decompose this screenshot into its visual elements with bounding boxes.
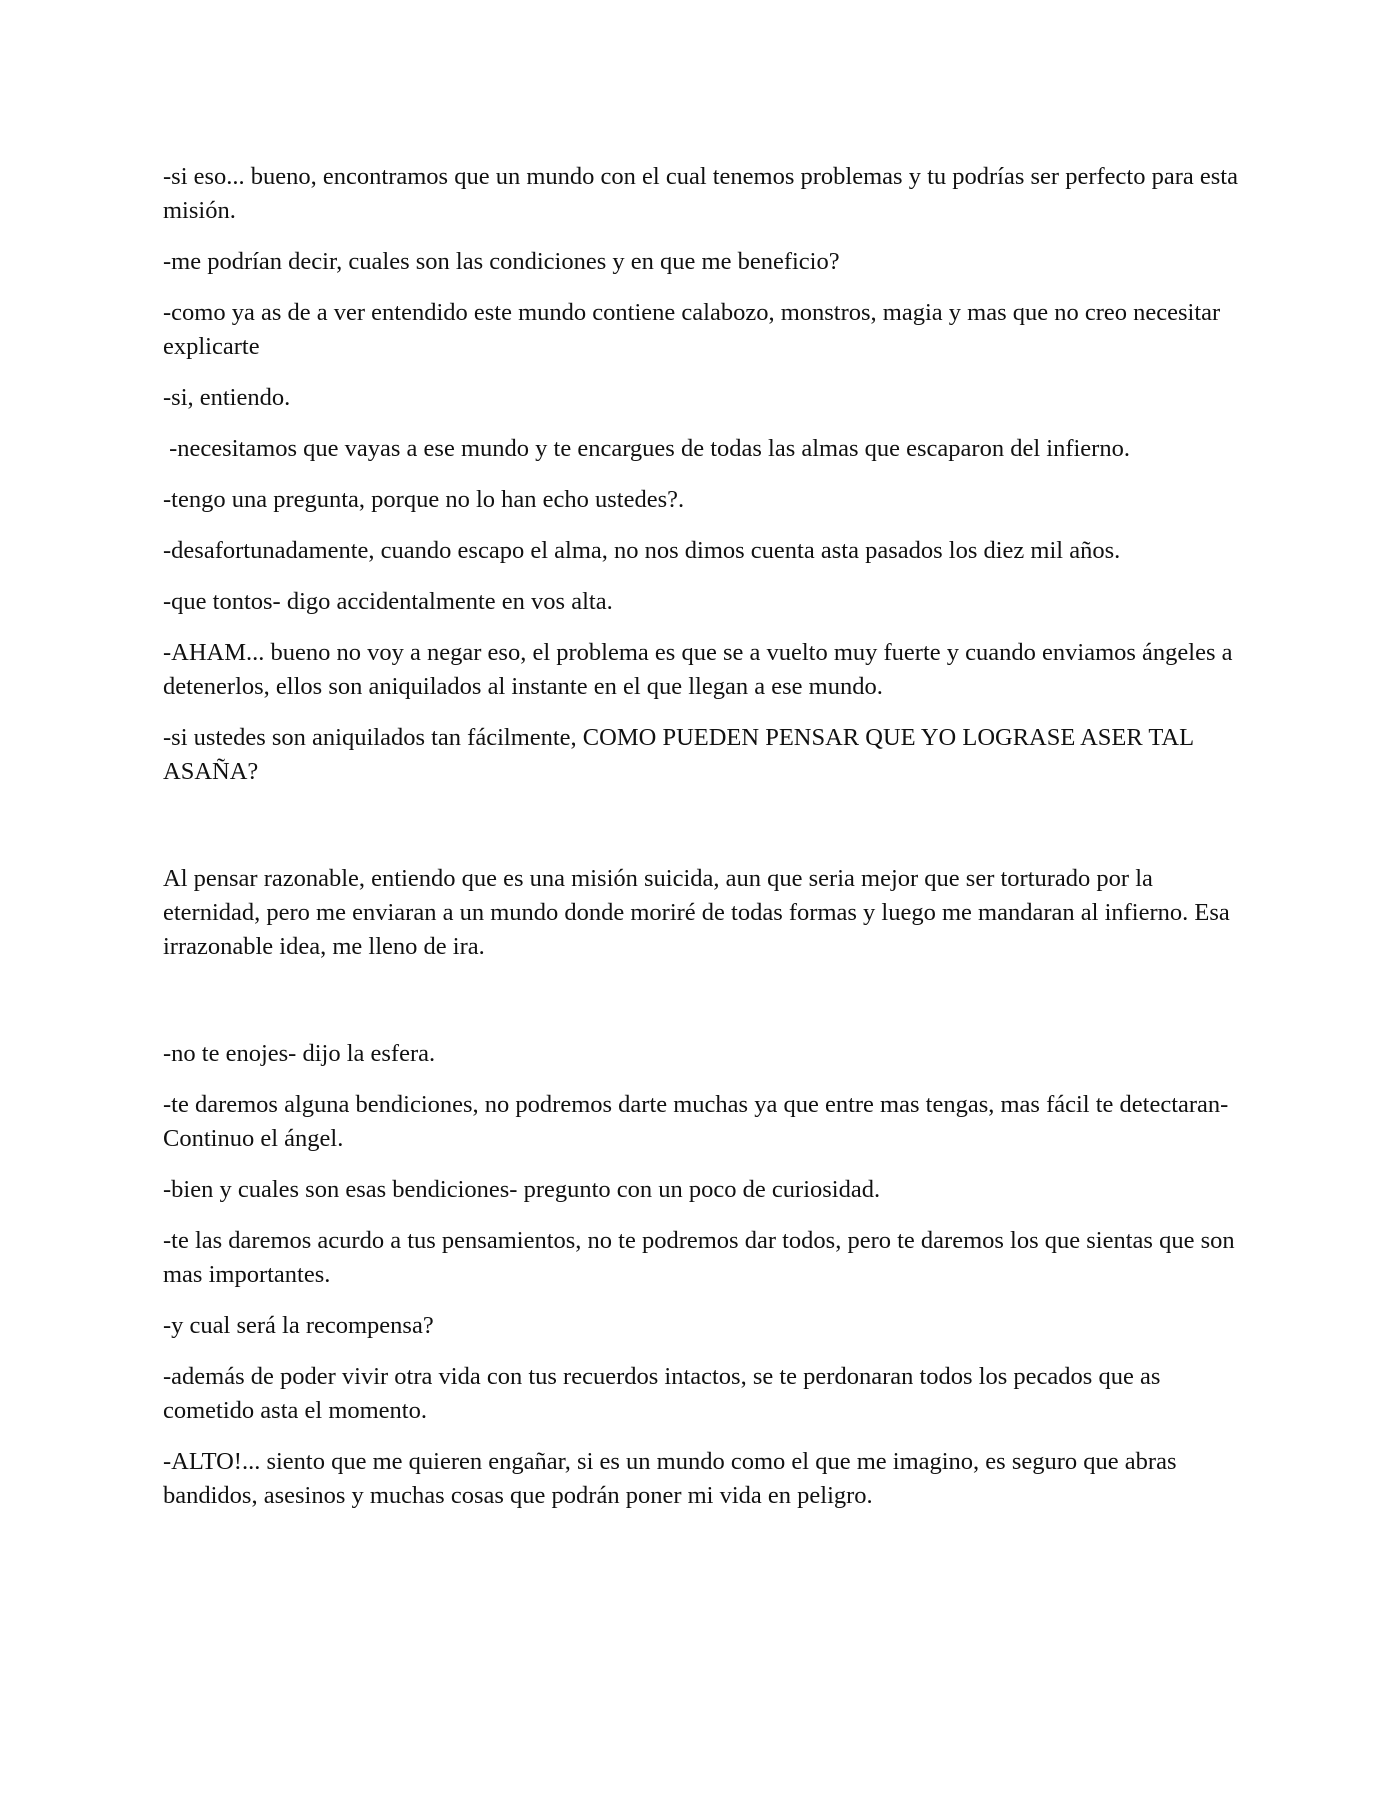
paragraph: -bien y cuales son esas bendiciones- pregunto con un poco de curiosidad. [163,1176,881,1203]
paragraph: -si eso... bueno, encontramos que un mundo con el cual tenemos problemas y tu podrías ser perfecto para esta misión. [163,163,1245,224]
paragraph: -AHAM... bueno no voy a negar eso, el problema es que se a vuelto muy fuerte y cuando enviamos ángeles a detenerlos, ellos son aniquilados al instante en el que llegan a ese mundo. [163,639,1239,700]
paragraph: -además de poder vivir otra vida con tus recuerdos intactos, se te perdonaran todos los pecados que as cometido asta el momento. [163,1363,1167,1424]
paragraph: -si ustedes son aniquilados tan fácilmente, COMO PUEDEN PENSAR QUE YO LOGRASE ASER TAL ASAÑA? [163,724,1198,785]
paragraph: -no te enojes- dijo la esfera. [163,1040,436,1067]
paragraph: -te las daremos acurdo a tus pensamientos, no te podremos dar todos, pero te daremos los que sientas que son mas importantes. [163,1227,1241,1288]
paragraph: -como ya as de a ver entendido este mundo contiene calabozo, monstros, magia y mas que no creo necesitar explicarte [163,299,1227,360]
narration-paragraph: Al pensar razonable, entiendo que es una misión suicida, aun que seria mejor que ser torturado por la eternidad, pero me enviaran a un mundo donde moriré de todas formas y luego me mandaran al infierno. Esa irrazonable idea, me lleno de ira. [163,865,1236,960]
section-gap [163,981,1243,1037]
paragraph: -si, entiendo. [163,384,291,411]
paragraph: -que tontos- digo accidentalmente en vos alta. [163,588,613,615]
section-gap [163,806,1243,862]
document-body [163,160,1243,1530]
paragraph: -desafortunadamente, cuando escapo el alma, no nos dimos cuenta asta pasados los diez mil años. [163,537,1121,564]
paragraph: -tengo una pregunta, porque no lo han echo ustedes?. [163,486,685,513]
paragraph: -te daremos alguna bendiciones, no podremos darte muchas ya que entre mas tengas, mas fácil te detectaran- Continuo el ángel. [163,1091,1235,1152]
paragraph: -y cual será la recompensa? [163,1312,434,1339]
paragraph: -necesitamos que vayas a ese mundo y te encargues de todas las almas que escaparon del infierno. [163,435,1130,462]
paragraph: -ALTO!... siento que me quieren engañar, si es un mundo como el que me imagino, es seguro que abras bandidos, asesinos y muchas cosas que podrán poner mi vida en peligro. [163,1448,1183,1509]
paragraph: -me podrían decir, cuales son las condiciones y en que me beneficio? [163,248,840,275]
